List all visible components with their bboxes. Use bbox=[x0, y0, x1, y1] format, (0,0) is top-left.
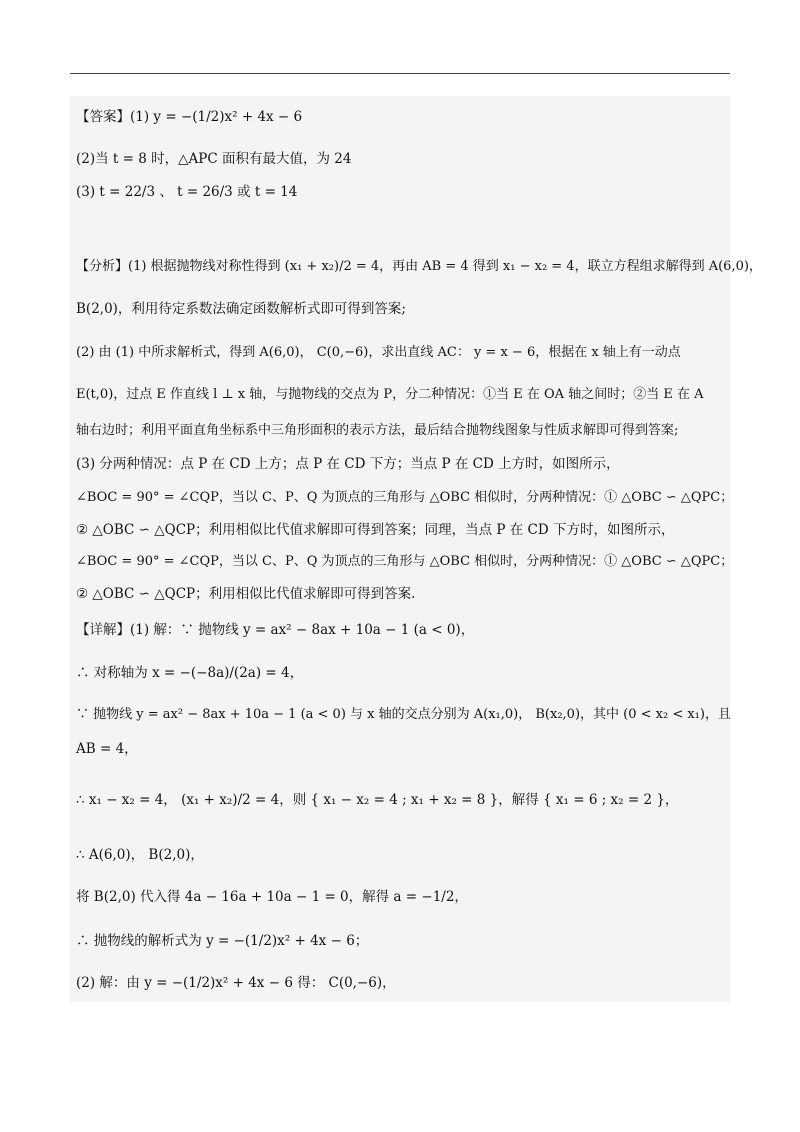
analysis-line-6: (3) 分两种情况：点 P 在 CD 上方；点 P 在 CD 下方；当点 P 在 CD 上方时，如图所示， bbox=[76, 456, 620, 472]
answer-line-1: 【答案】(1) y = −(1/2)x² + 4x − 6 bbox=[76, 109, 303, 125]
detail-line-7: 将 B(2,0) 代入得 4a − 16a + 10a − 1 = 0，解得 a = −1/2， bbox=[76, 889, 468, 905]
analysis-line-7: ∠BOC = 90° = ∠CQP，当以 C、P、Q 为顶点的三角形与 △OBC 相似时，分两种情况：① △OBC ∽ △QPC； bbox=[76, 490, 734, 505]
analysis-line-3: (2) 由 (1) 中所求解析式，得到 A(6,0)， C(0,−6)，求出直线 AC： y = x − 6，根据在 x 轴上有一动点 bbox=[76, 345, 681, 360]
analysis-line-1: 【分析】(1) 根据抛物线对称性得到 (x₁ + x₂)/2 = 4，再由 AB = 4 得到 x₁ − x₂ = 4，联立方程组求解得到 A(6,0)， bbox=[76, 259, 762, 274]
answer-line-2: (2)当 t = 8 时，△APC 面积有最大值，为 24 bbox=[76, 151, 352, 167]
analysis-line-4: E(t,0)，过点 E 作直线 l ⊥ x 轴，与抛物线的交点为 P，分二种情况：①当 E 在 OA 轴之间时；②当 E 在 A bbox=[76, 387, 704, 402]
detail-line-5: ∴ x₁ − x₂ = 4， (x₁ + x₂)/2 = 4，则 { x₁ − x₂ = 4 ; x₁ + x₂ = 8 }，解得 { x₁ = 6 ; x₂ = 2 }， bbox=[76, 792, 679, 808]
answer-line-3: (3) t = 22/3 、 t = 26/3 或 t = 14 bbox=[76, 184, 298, 200]
analysis-line-8: ② △OBC ∽ △QCP；利用相似比代值求解即可得到答案；同理，当点 P 在 CD 下方时，如图所示， bbox=[76, 522, 675, 538]
detail-line-2: ∴ 对称轴为 x = −(−8a)/(2a) = 4， bbox=[76, 665, 304, 681]
analysis-line-9: ∠BOC = 90° = ∠CQP，当以 C、P、Q 为顶点的三角形与 △OBC 相似时，分两种情况：① △OBC ∽ △QPC； bbox=[76, 554, 734, 569]
analysis-line-2: B(2,0)，利用待定系数法确定函数解析式即可得到答案; bbox=[76, 301, 406, 317]
detail-line-8: ∴ 抛物线的解析式为 y = −(1/2)x² + 4x − 6； bbox=[76, 933, 369, 949]
header-rule bbox=[70, 73, 730, 74]
solution-panel bbox=[70, 96, 730, 1002]
detail-line-1: 【详解】(1) 解：∵ 抛物线 y = ax² − 8ax + 10a − 1 (a < 0)， bbox=[76, 622, 475, 638]
detail-line-9: (2) 解：由 y = −(1/2)x² + 4x − 6 得： C(0,−6)， bbox=[76, 975, 396, 991]
analysis-line-5: 轴右边时；利用平面直角坐标系中三角形面积的表示方法，最后结合抛物线图象与性质求解即可得到答案; bbox=[76, 423, 679, 438]
detail-line-6: ∴ A(6,0)， B(2,0)， bbox=[76, 847, 204, 863]
detail-line-4: AB = 4， bbox=[76, 741, 138, 757]
analysis-line-10: ② △OBC ∽ △QCP；利用相似比代值求解即可得到答案. bbox=[76, 586, 416, 602]
detail-line-3: ∵ 抛物线 y = ax² − 8ax + 10a − 1 (a < 0) 与 x 轴的交点分别为 A(x₁,0)， B(x₂,0)，其中 (0 < x₂ < x₁)，且 bbox=[76, 707, 731, 722]
